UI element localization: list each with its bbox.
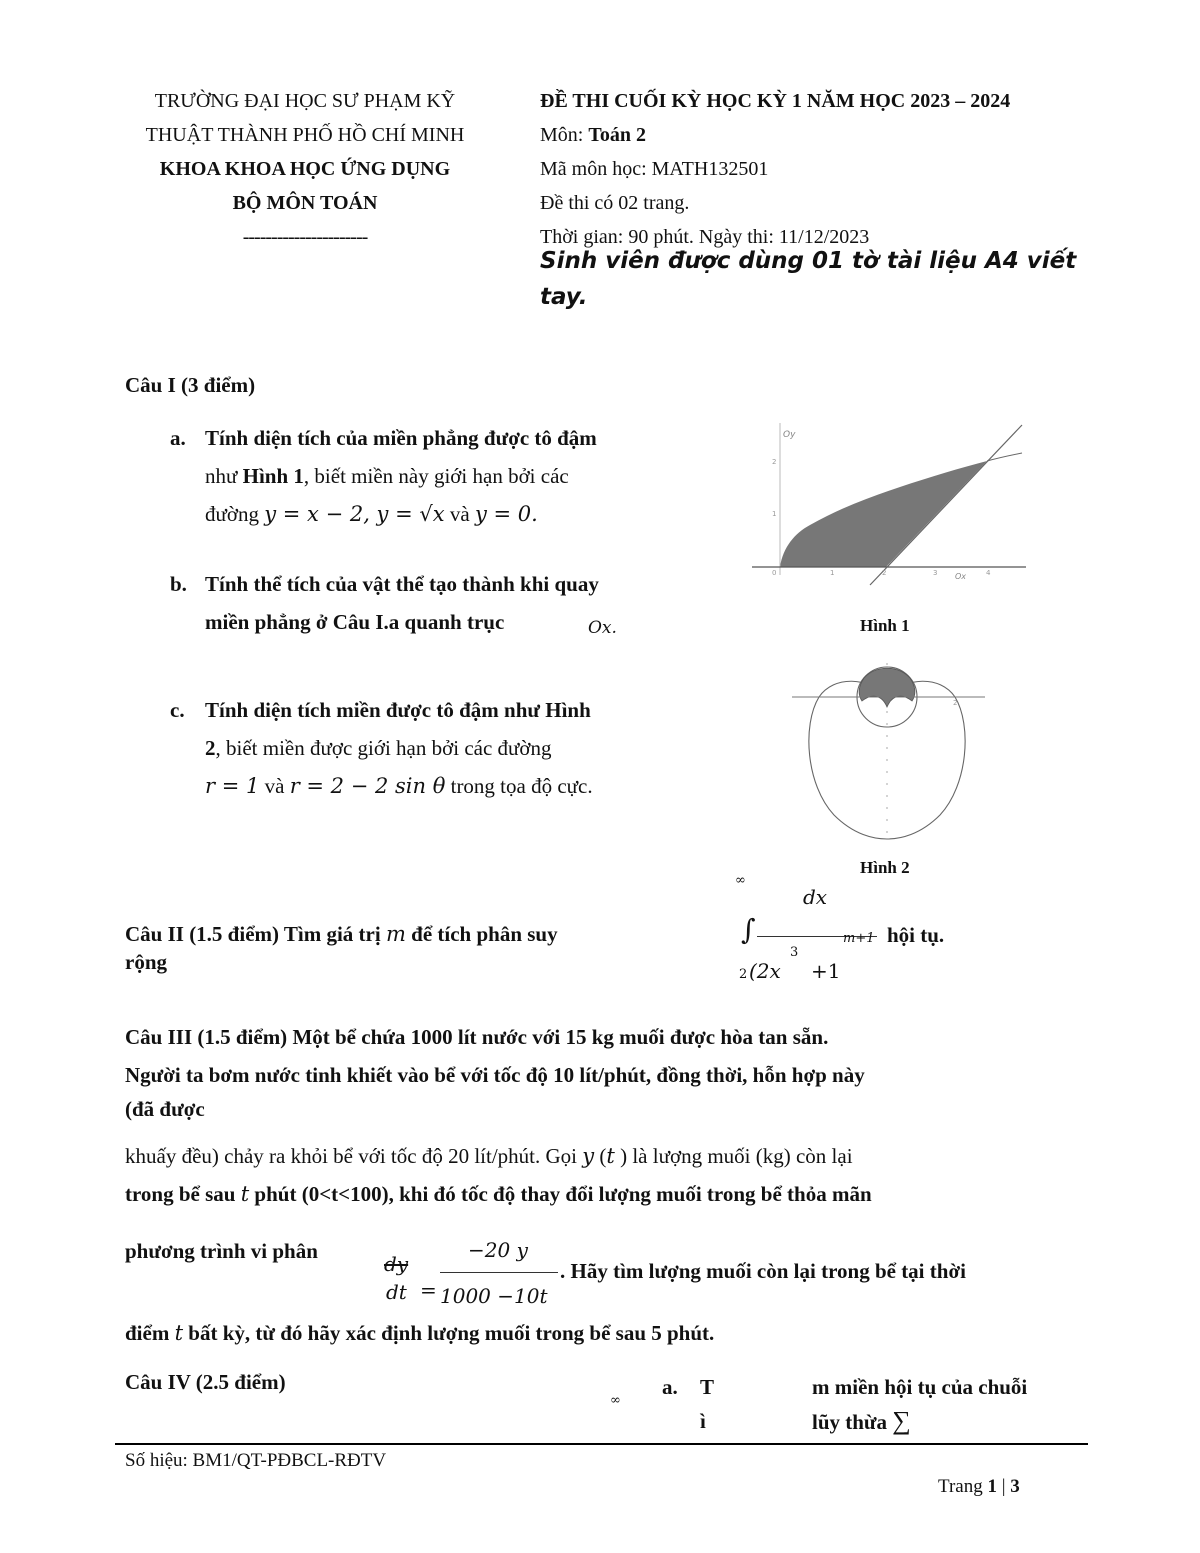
figure-2-caption: Hình 2 bbox=[860, 858, 910, 877]
faculty-name: KHOA KHOA HỌC ỨNG DỤNG bbox=[159, 158, 451, 180]
q1b-line2 bbox=[205, 603, 705, 641]
q3-line3: (đã được bbox=[125, 1097, 205, 1121]
q1c-text-pre: Tính diện tích miền được tô đậm như bbox=[205, 698, 546, 722]
materials-note-line2: tay. bbox=[540, 284, 588, 310]
figure-1-xtick-3: 3 bbox=[933, 569, 938, 577]
q2-m: m bbox=[385, 922, 406, 946]
exam-info bbox=[540, 84, 1120, 254]
q2-text-b: để tích phân suy bbox=[405, 922, 558, 946]
school-name-line1: TRƯỜNG ĐẠI HỌC SƯ PHẠM KỸ bbox=[154, 90, 456, 112]
q3-denominator: 1000 −10t bbox=[440, 1284, 548, 1308]
q2-text-a: Tìm giá trị bbox=[279, 922, 386, 946]
q1c-equation-1: r = 1 bbox=[205, 774, 260, 798]
q3-dy: dy bbox=[384, 1252, 409, 1276]
school-name-line2: THUẬT THÀNH PHỐ HỒ CHÍ MINH bbox=[145, 124, 465, 146]
q2-text bbox=[125, 915, 695, 981]
q1a-text bbox=[205, 419, 695, 533]
q2-exponent: m+1 bbox=[843, 931, 875, 946]
q1a-line2 bbox=[205, 457, 695, 495]
course-code: Mã môn học: MATH132501 bbox=[540, 158, 769, 180]
q3-line7-pre: điểm bbox=[125, 1321, 175, 1345]
header-divider: ---------------------- bbox=[242, 226, 368, 248]
q3-fraction-bar bbox=[440, 1272, 558, 1273]
q1c-line2 bbox=[205, 729, 705, 767]
q4a-fragment-2: ì bbox=[700, 1409, 706, 1433]
q1c-text-end: trong tọa độ cực. bbox=[445, 774, 593, 798]
q3-line7 bbox=[125, 1314, 714, 1352]
q1b-text bbox=[205, 565, 705, 641]
footer-code: Số hiệu: BM1/QT-PĐBCL-RĐTV bbox=[125, 1450, 387, 1471]
q4a-text-line2 bbox=[812, 1402, 911, 1441]
q3-line7-t: t bbox=[174, 1321, 184, 1345]
department-name: BỘ MÔN TOÁN bbox=[232, 192, 378, 214]
figure-1-xtick-1: 1 bbox=[830, 569, 835, 577]
q3-line4-pre: khuấy đều) chảy ra khỏi bể với tốc độ 20 lít/phút. Gọi bbox=[125, 1144, 583, 1168]
figure-1-xtick-2: 2 bbox=[882, 569, 887, 577]
q3-text-top bbox=[125, 1018, 1085, 1128]
q3-differential-equation bbox=[378, 1232, 578, 1312]
figure-1-ytick-2: 2 bbox=[772, 458, 777, 466]
subject-name: Toán 2 bbox=[588, 124, 646, 146]
subject-line bbox=[540, 118, 1120, 152]
q2-upper-limit: ∞ bbox=[735, 873, 746, 888]
q1a-and: và bbox=[444, 502, 475, 526]
figure-1-ox-label: Ox bbox=[955, 572, 967, 581]
q2-cube: 3 bbox=[790, 945, 799, 960]
q3-numerator: −20 y bbox=[468, 1238, 528, 1262]
q3-line5-t: t bbox=[240, 1182, 250, 1206]
q3-line4-post: là lượng muối (kg) còn lại bbox=[627, 1144, 853, 1168]
q1a-equation-1: y = x − 2, y = √x bbox=[264, 502, 445, 526]
q1c-and: và bbox=[259, 774, 290, 798]
q1a-text-pre: như bbox=[205, 464, 243, 488]
q4a-sigma: ∑ bbox=[892, 1406, 911, 1435]
q4a-label: a. bbox=[662, 1375, 678, 1399]
q2-title: Câu II (1.5 điểm) bbox=[125, 922, 280, 946]
q1b-axis: Ox. bbox=[588, 618, 617, 638]
figure-1-shaded-region bbox=[780, 461, 987, 567]
q3-line5-post: phút (0<t<100), khi đó tốc độ thay đổi lượng muối trong bể thỏa mãn bbox=[249, 1182, 872, 1206]
q2-dx: dx bbox=[803, 885, 828, 909]
footer-rule bbox=[115, 1443, 1088, 1445]
materials-note-line1: Sinh viên được dùng 01 tờ tài liệu A4 viết bbox=[540, 248, 1077, 274]
q1a-equation-2: y = 0. bbox=[474, 502, 538, 526]
q1a-curves-label: đường bbox=[205, 502, 265, 526]
figure-1-ytick-1: 1 bbox=[772, 510, 777, 518]
q1c-text bbox=[205, 691, 705, 805]
q4-title: Câu IV (2.5 điểm) bbox=[125, 1370, 286, 1394]
q1c-line3 bbox=[205, 767, 705, 805]
q1b-text: miền phẳng ở Câu I.a quanh trục bbox=[205, 610, 505, 634]
figure-1-caption: Hình 1 bbox=[860, 616, 910, 635]
exam-title: ĐỀ THI CUỐI KỲ HỌC KỲ 1 NĂM HỌC 2023 – 2024 bbox=[540, 90, 1011, 112]
q3-text-mid bbox=[125, 1137, 1085, 1213]
q3-line7-post: bất kỳ, từ đó hãy xác định lượng muối trong bể sau 5 phút. bbox=[183, 1321, 715, 1345]
q3-line5 bbox=[125, 1175, 1085, 1213]
q4a-text-line2-text: lũy thừa bbox=[812, 1410, 888, 1434]
q3-title: Câu III (1.5 điểm) bbox=[125, 1025, 288, 1049]
q1a-line1: Tính diện tích của miền phẳng được tô đậm bbox=[205, 426, 597, 450]
q3-line5-pre: trong bể sau bbox=[125, 1182, 241, 1206]
q1c-label: c. bbox=[170, 698, 185, 722]
page-total: 3 bbox=[1010, 1476, 1020, 1497]
q1a-label: a. bbox=[170, 426, 186, 450]
page-current: 1 bbox=[987, 1476, 997, 1497]
q1b-label: b. bbox=[170, 572, 187, 596]
page-number bbox=[938, 1476, 1020, 1498]
figure-2 bbox=[790, 655, 990, 845]
figure-1 bbox=[750, 415, 1035, 590]
q3-t: t bbox=[606, 1144, 615, 1168]
figure-1-xtick-0: 0 bbox=[772, 569, 777, 577]
q2-line2: rộng bbox=[125, 950, 167, 974]
q3-line2: Người ta bơm nước tinh khiết vào bể với tốc độ 10 lít/phút, đồng thời, hỗn hợp này bbox=[125, 1063, 865, 1087]
q3-y: y bbox=[582, 1144, 595, 1168]
page-count: Đề thi có 02 trang. bbox=[540, 192, 690, 214]
page-label: Trang bbox=[938, 1476, 988, 1497]
q4a-text-line1: m miền hội tụ của chuỗi bbox=[812, 1375, 1028, 1399]
q1a-text-post: , biết miền này giới hạn bởi các bbox=[303, 464, 569, 488]
q1a-figure-ref: Hình 1 bbox=[242, 464, 304, 488]
q2-plus-one: +1 bbox=[811, 959, 841, 983]
figure-1-oy-label: Oy bbox=[783, 430, 796, 440]
q2-suffix: hội tụ. bbox=[887, 923, 945, 947]
q3-line6-post: . Hãy tìm lượng muối còn lại trong bể tại thời bbox=[560, 1259, 966, 1283]
figure-1-xtick-4: 4 bbox=[986, 569, 991, 577]
q1c-figure-ref: Hình bbox=[545, 698, 591, 722]
q3-line6-pre: phương trình vi phân bbox=[125, 1239, 318, 1263]
q1-title: Câu I (3 điểm) bbox=[125, 373, 256, 397]
q1a-line3 bbox=[205, 495, 695, 533]
q3-line1-text: Một bể chứa 1000 lít nước với 15 kg muối được hòa tan sẵn. bbox=[287, 1025, 829, 1049]
materials-note bbox=[540, 243, 1100, 315]
q2-denominator: (2x bbox=[749, 959, 781, 983]
q1c-line1 bbox=[205, 691, 705, 729]
subject-label: Môn: bbox=[540, 124, 589, 146]
q1b-line1: Tính thể tích của vật thể tạo thành khi quay bbox=[205, 572, 599, 596]
school-header bbox=[100, 84, 510, 254]
q2-lower-limit: 2 bbox=[739, 967, 748, 982]
q3-equals: = bbox=[420, 1278, 437, 1302]
q3-dt: dt bbox=[386, 1280, 407, 1304]
q3-line1 bbox=[125, 1018, 1085, 1056]
q1c-equation-2: r = 2 − 2 sin θ bbox=[289, 774, 446, 798]
q4a-fragment-1: T bbox=[700, 1375, 715, 1399]
page-separator: | bbox=[996, 1476, 1011, 1497]
figure-2-tick-label: 2 bbox=[953, 699, 958, 707]
q4-infinity: ∞ bbox=[610, 1393, 621, 1408]
q1c-figure-num: 2 bbox=[205, 736, 216, 760]
q2-integral-sign: ∫ bbox=[741, 913, 756, 946]
exam-time: Thời gian: 90 phút. Ngày thi: 11/12/2023 bbox=[540, 226, 870, 248]
q3-line4: khuấy đều) chảy ra khỏi bể với tốc độ 20 lít/phút. Gọi y (t ) là lượng muối (kg) còn lại bbox=[125, 1144, 853, 1168]
q2-integral bbox=[735, 873, 995, 993]
q1c-text-post: , biết miền được giới hạn bởi các đường bbox=[215, 736, 552, 760]
